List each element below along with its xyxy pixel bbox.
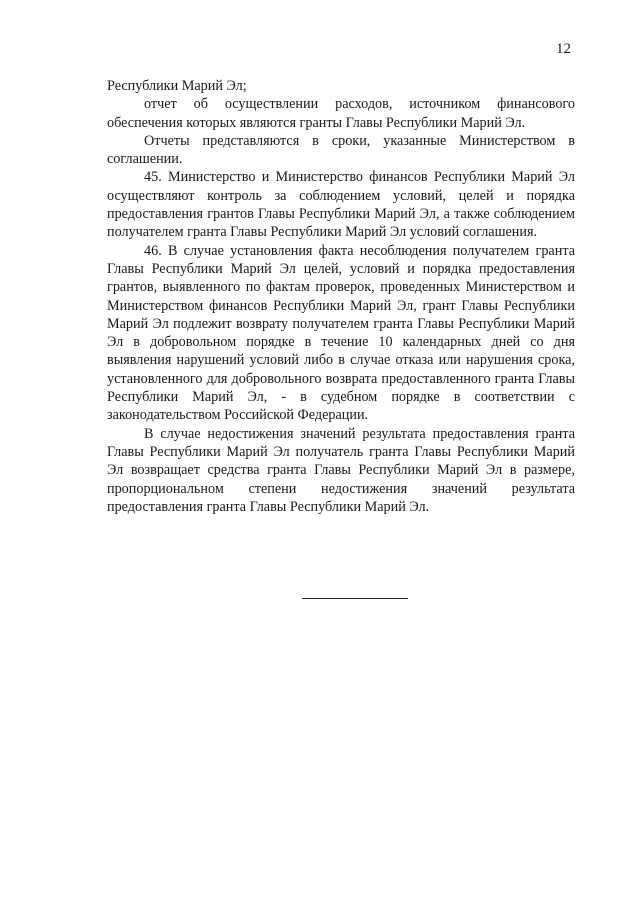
document-body (107, 77, 575, 516)
paragraph-result-shortfall: В случае недостижения значений результата предоставления гранта Главы Республики Марий Эл получатель гранта Главы Республики Марий Эл возвращает средства гранта Главы Республики Марий Эл в размере, пропорциональном степени недостижения значений результата предоставления гранта Главы Республики Марий Эл. (107, 425, 575, 515)
paragraph-item-45: 45. Министерство и Министерство финансов Республики Марий Эл осуществляют контроль за соблюдением условий, целей и порядка предоставления грантов Главы Республики Марий Эл, а также соблюдением получателем гранта Главы Республики Марий Эл условий соглашения. (107, 169, 575, 241)
page-number: 12 (556, 41, 571, 57)
paragraph-continuation: Республики Марий Эл; (107, 78, 247, 94)
paragraph-item-46: 46. В случае установления факта несоблюдения получателем гранта Главы Республики Марий Эл целей, условий и порядка предоставления грантов, выявленного по фактам проверок, проведенных Министерством и Министерством финансов Республики Марий Эл, грант Главы Республики Марий Эл подлежит возврату получателем гранта Главы Республики Марий Эл в добровольном порядке в течение 10 календарных дней со дня выявления нарушений условий либо в случае отказа или нарушения срока, установленного для добровольного возврата предоставленного гранта Главы Республики Марий Эл, - в судебном порядке в соответствии с законодательством Российской Федерации. (107, 242, 575, 424)
paragraph-expense-report: отчет об осуществлении расходов, источником финансового обеспечения которых являются гранты Главы Республики Марий Эл. (107, 96, 575, 131)
end-of-document-rule (302, 598, 408, 599)
paragraph-report-deadlines: Отчеты представляются в сроки, указанные Министерством в соглашении. (107, 132, 575, 168)
